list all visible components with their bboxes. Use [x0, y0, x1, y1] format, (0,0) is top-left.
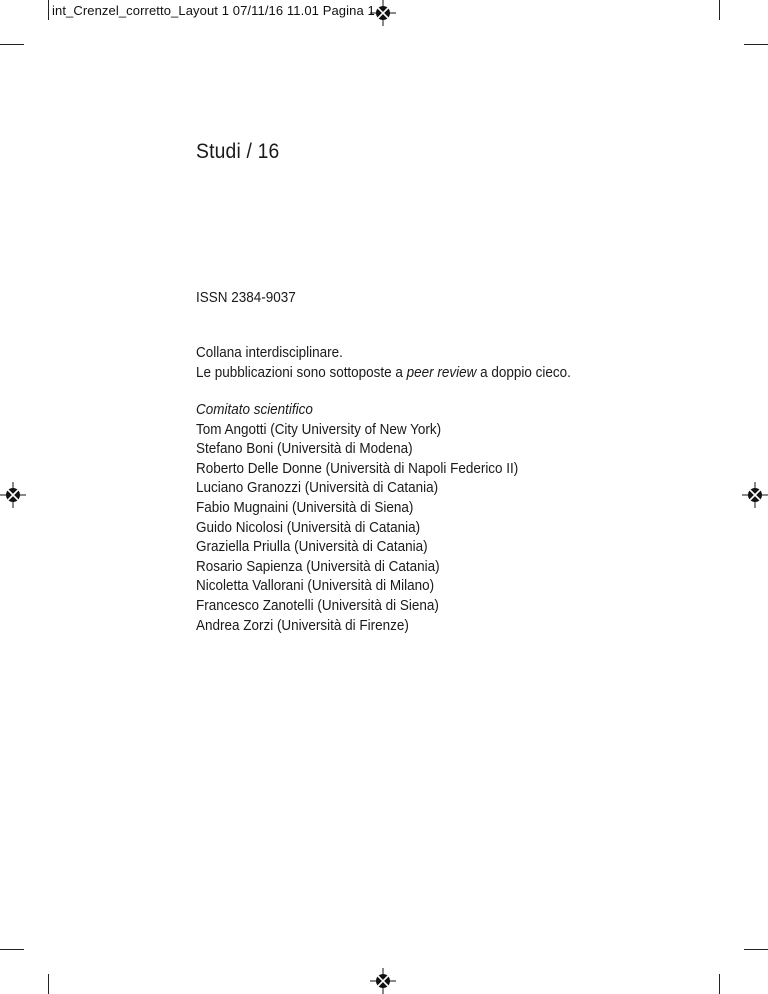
description-italic: peer review [406, 364, 477, 381]
committee-heading: Comitato scientifico [196, 402, 313, 418]
crop-mark-bottom-right [719, 974, 720, 994]
committee-member: Fabio Mugnaini (Università di Siena) [196, 499, 414, 516]
committee-member: Stefano Boni (Università di Modena) [196, 441, 413, 458]
crop-mark-top-left [48, 0, 49, 20]
crop-mark-right-top [744, 44, 768, 45]
committee-member: Roberto Delle Donne (Università di Napoli Federico II) [196, 460, 519, 477]
committee-member: Rosario Sapienza (Università di Catania) [196, 558, 440, 575]
registration-mark-left-icon [0, 482, 26, 508]
crop-mark-left-bottom [0, 949, 24, 950]
description-line-2 [196, 364, 571, 384]
description-suffix: a doppio cieco. [476, 364, 571, 381]
committee-member: Guido Nicolosi (Università di Catania) [196, 519, 421, 536]
registration-mark-bottom-icon [370, 968, 396, 994]
issn-number: ISSN 2384-9037 [196, 290, 296, 306]
series-title: Studi / 16 [196, 140, 280, 163]
printer-slug-line: int_Crenzel_corretto_Layout 1 07/11/16 11.01 Pagina 1 [52, 3, 375, 18]
crop-mark-right-bottom [744, 949, 768, 950]
description-prefix: Le pubblicazioni sono sottoposte a [196, 364, 407, 381]
committee-member: Luciano Granozzi (Università di Catania) [196, 480, 439, 497]
series-description [196, 344, 571, 383]
scientific-committee [196, 401, 518, 636]
committee-member: Andrea Zorzi (Università di Firenze) [196, 617, 409, 634]
committee-member: Nicoletta Vallorani (Università di Milano) [196, 578, 435, 595]
registration-mark-top-icon [370, 0, 396, 26]
committee-member: Tom Angotti (City University of New York) [196, 421, 442, 438]
committee-member: Graziella Priulla (Università di Catania) [196, 539, 428, 556]
crop-mark-bottom-left [48, 974, 49, 994]
crop-mark-top-right [719, 0, 720, 20]
crop-mark-left-top [0, 44, 24, 45]
description-line-1: Collana interdisciplinare. [196, 345, 343, 361]
registration-mark-right-icon [742, 482, 768, 508]
committee-member: Francesco Zanotelli (Università di Siena) [196, 597, 439, 614]
